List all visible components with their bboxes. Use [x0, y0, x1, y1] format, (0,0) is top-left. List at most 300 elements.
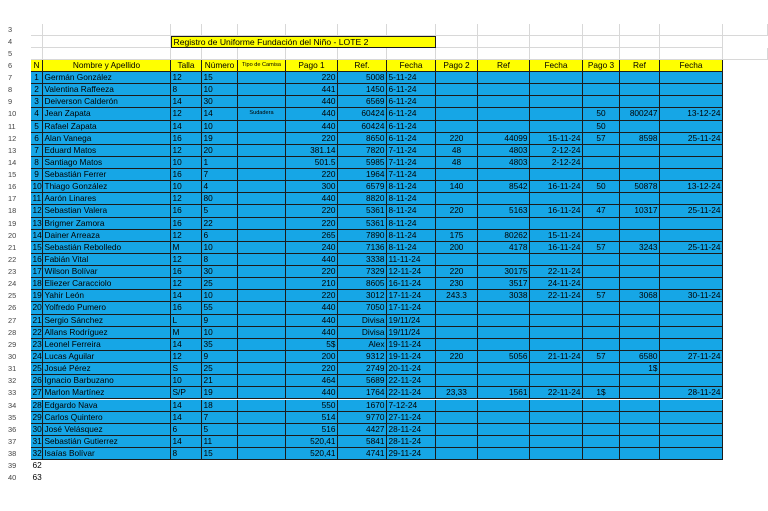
- table-cell[interactable]: 19: [202, 387, 238, 399]
- row-number[interactable]: 33: [8, 388, 17, 398]
- table-cell[interactable]: [478, 327, 530, 339]
- table-cell[interactable]: 10: [171, 157, 202, 169]
- row-number[interactable]: 34: [8, 400, 17, 410]
- grid-cell[interactable]: [620, 48, 660, 60]
- table-cell[interactable]: [436, 169, 478, 181]
- table-cell[interactable]: 464: [286, 375, 338, 387]
- table-cell[interactable]: 14: [171, 436, 202, 448]
- table-cell[interactable]: [583, 145, 620, 157]
- table-cell[interactable]: 5985: [338, 157, 387, 169]
- grid-cell[interactable]: [620, 24, 660, 36]
- table-cell[interactable]: 10: [202, 121, 238, 133]
- table-cell[interactable]: 1: [202, 157, 238, 169]
- table-cell[interactable]: [660, 302, 723, 314]
- table-cell[interactable]: 30-11-24: [660, 290, 723, 302]
- table-cell[interactable]: [583, 96, 620, 108]
- row-number[interactable]: 35: [8, 412, 17, 422]
- table-cell[interactable]: 21: [202, 375, 238, 387]
- table-cell[interactable]: 440: [286, 302, 338, 314]
- table-cell[interactable]: [620, 278, 660, 290]
- table-cell[interactable]: [238, 375, 286, 387]
- table-cell[interactable]: [620, 266, 660, 278]
- table-cell[interactable]: [583, 412, 620, 424]
- table-cell[interactable]: 12: [31, 205, 43, 217]
- table-cell[interactable]: 7-11-24: [387, 145, 436, 157]
- row-number[interactable]: 24: [8, 279, 17, 289]
- table-cell[interactable]: [620, 448, 660, 460]
- table-cell[interactable]: 13-12-24: [660, 181, 723, 193]
- row-number[interactable]: 6: [8, 60, 13, 70]
- table-cell[interactable]: [238, 339, 286, 351]
- table-cell[interactable]: [436, 327, 478, 339]
- table-cell[interactable]: Isaías Bolívar: [43, 448, 171, 460]
- table-cell[interactable]: [660, 84, 723, 96]
- table-cell[interactable]: 7050: [338, 302, 387, 314]
- table-cell[interactable]: 8605: [338, 278, 387, 290]
- table-cell[interactable]: Sebastián Ferrer: [43, 169, 171, 181]
- table-cell[interactable]: [238, 193, 286, 205]
- table-cell[interactable]: 9312: [338, 351, 387, 363]
- table-cell[interactable]: 220: [436, 266, 478, 278]
- table-cell[interactable]: [660, 96, 723, 108]
- table-cell[interactable]: Jean Zapata: [43, 108, 171, 120]
- table-cell[interactable]: [583, 327, 620, 339]
- table-cell[interactable]: Sudadera: [238, 108, 286, 120]
- table-cell[interactable]: [530, 448, 583, 460]
- table-cell[interactable]: 220: [286, 363, 338, 375]
- table-cell[interactable]: Divisa: [338, 315, 387, 327]
- grid-cell[interactable]: [660, 24, 723, 36]
- grid-cell[interactable]: [723, 24, 768, 36]
- table-cell[interactable]: [238, 351, 286, 363]
- table-cell[interactable]: [583, 157, 620, 169]
- table-cell[interactable]: Santiago Matos: [43, 157, 171, 169]
- table-cell[interactable]: 14: [171, 121, 202, 133]
- table-cell[interactable]: [478, 302, 530, 314]
- grid-cell[interactable]: [286, 48, 338, 60]
- table-cell[interactable]: 243.3: [436, 290, 478, 302]
- row-number[interactable]: 4: [8, 36, 13, 46]
- table-cell[interactable]: [583, 218, 620, 230]
- table-cell[interactable]: 220: [286, 205, 338, 217]
- table-cell[interactable]: 27-11-24: [660, 351, 723, 363]
- grid-cell[interactable]: [436, 36, 478, 48]
- table-cell[interactable]: 17-11-24: [387, 290, 436, 302]
- table-cell[interactable]: [478, 436, 530, 448]
- table-cell[interactable]: 11: [31, 193, 43, 205]
- table-cell[interactable]: [478, 315, 530, 327]
- table-cell[interactable]: 50: [583, 108, 620, 120]
- table-cell[interactable]: 22-11-24: [530, 387, 583, 399]
- table-cell[interactable]: [478, 121, 530, 133]
- table-cell[interactable]: [530, 400, 583, 412]
- table-cell[interactable]: 16: [171, 218, 202, 230]
- table-cell[interactable]: [238, 327, 286, 339]
- table-cell[interactable]: 6580: [620, 351, 660, 363]
- table-cell[interactable]: 15: [202, 448, 238, 460]
- table-cell[interactable]: 28: [31, 400, 43, 412]
- table-cell[interactable]: 5: [202, 424, 238, 436]
- column-header[interactable]: Pago 2: [436, 60, 478, 72]
- table-cell[interactable]: 6-11-24: [387, 108, 436, 120]
- table-cell[interactable]: [478, 72, 530, 84]
- table-cell[interactable]: [620, 412, 660, 424]
- table-cell[interactable]: Sebastián Gutierrez: [43, 436, 171, 448]
- table-cell[interactable]: Marlon Martínez: [43, 387, 171, 399]
- row-number[interactable]: 39: [8, 461, 17, 471]
- table-cell[interactable]: [238, 169, 286, 181]
- table-cell[interactable]: 16-11-24: [387, 278, 436, 290]
- table-cell[interactable]: 4: [202, 181, 238, 193]
- table-cell[interactable]: [620, 254, 660, 266]
- table-cell[interactable]: [238, 315, 286, 327]
- row-number[interactable]: 16: [8, 182, 17, 192]
- table-cell[interactable]: 57: [583, 133, 620, 145]
- table-cell[interactable]: 28-11-24: [660, 387, 723, 399]
- table-cell[interactable]: [436, 302, 478, 314]
- table-cell[interactable]: [238, 448, 286, 460]
- table-cell[interactable]: 25: [202, 363, 238, 375]
- table-cell[interactable]: 175: [436, 230, 478, 242]
- table-cell[interactable]: 7329: [338, 266, 387, 278]
- table-cell[interactable]: [660, 412, 723, 424]
- table-cell[interactable]: [530, 436, 583, 448]
- table-cell[interactable]: Yahir León: [43, 290, 171, 302]
- table-cell[interactable]: 11: [202, 436, 238, 448]
- table-cell[interactable]: 57: [583, 290, 620, 302]
- grid-cell[interactable]: [436, 48, 478, 60]
- table-cell[interactable]: 7: [31, 145, 43, 157]
- table-cell[interactable]: 12: [171, 351, 202, 363]
- table-cell[interactable]: Eliezer Caracciolo: [43, 278, 171, 290]
- table-cell[interactable]: [583, 436, 620, 448]
- table-cell[interactable]: [620, 436, 660, 448]
- row-number[interactable]: 19: [8, 218, 17, 228]
- table-cell[interactable]: 2749: [338, 363, 387, 375]
- table-cell[interactable]: Sebastián Rebolledo: [43, 242, 171, 254]
- table-cell[interactable]: [660, 278, 723, 290]
- table-cell[interactable]: 57: [583, 242, 620, 254]
- table-cell[interactable]: 7-12-24: [387, 400, 436, 412]
- table-cell[interactable]: 16: [171, 302, 202, 314]
- table-cell[interactable]: 29: [31, 412, 43, 424]
- row-number[interactable]: 28: [8, 327, 17, 337]
- table-cell[interactable]: 16: [171, 266, 202, 278]
- grid-cell[interactable]: [530, 24, 583, 36]
- table-cell[interactable]: 520,41: [286, 436, 338, 448]
- table-cell[interactable]: [530, 96, 583, 108]
- grid-cell[interactable]: [43, 36, 171, 48]
- table-cell[interactable]: 3: [31, 96, 43, 108]
- table-cell[interactable]: 7-11-24: [387, 169, 436, 181]
- table-cell[interactable]: [436, 448, 478, 460]
- table-cell[interactable]: 1450: [338, 84, 387, 96]
- table-cell[interactable]: 7890: [338, 230, 387, 242]
- table-cell[interactable]: 31: [31, 436, 43, 448]
- table-cell[interactable]: [660, 448, 723, 460]
- table-cell[interactable]: Eduard Matos: [43, 145, 171, 157]
- table-cell[interactable]: [620, 327, 660, 339]
- grid-cell[interactable]: [583, 48, 620, 60]
- row-number[interactable]: 14: [8, 157, 17, 167]
- table-cell[interactable]: 1964: [338, 169, 387, 181]
- table-cell[interactable]: [478, 448, 530, 460]
- table-cell[interactable]: 16-11-24: [530, 242, 583, 254]
- table-cell[interactable]: 2: [31, 84, 43, 96]
- table-cell[interactable]: [238, 424, 286, 436]
- table-cell[interactable]: Sebastian Valera: [43, 205, 171, 217]
- table-cell[interactable]: 4: [31, 108, 43, 120]
- table-cell[interactable]: 1$: [620, 363, 660, 375]
- row-number[interactable]: 27: [8, 315, 17, 325]
- table-cell[interactable]: 47: [583, 205, 620, 217]
- table-cell[interactable]: 8: [202, 254, 238, 266]
- table-cell[interactable]: 5361: [338, 205, 387, 217]
- grid-cell[interactable]: [286, 24, 338, 36]
- table-cell[interactable]: 16-11-24: [530, 181, 583, 193]
- grid-cell[interactable]: [583, 24, 620, 36]
- table-cell[interactable]: 15: [31, 242, 43, 254]
- table-cell[interactable]: 5163: [478, 205, 530, 217]
- row-number[interactable]: 32: [8, 376, 17, 386]
- table-cell[interactable]: 16-11-24: [530, 205, 583, 217]
- table-cell[interactable]: [583, 169, 620, 181]
- table-cell[interactable]: 5: [31, 121, 43, 133]
- table-cell[interactable]: [238, 436, 286, 448]
- table-cell[interactable]: [478, 218, 530, 230]
- table-cell[interactable]: 4427: [338, 424, 387, 436]
- table-cell[interactable]: 12-11-24: [387, 266, 436, 278]
- grid-cell[interactable]: [171, 48, 202, 60]
- table-cell[interactable]: 440: [286, 108, 338, 120]
- grid-cell[interactable]: [478, 48, 530, 60]
- table-cell[interactable]: [530, 72, 583, 84]
- table-cell[interactable]: 1561: [478, 387, 530, 399]
- table-cell[interactable]: 440: [286, 254, 338, 266]
- table-cell[interactable]: 550: [286, 400, 338, 412]
- table-cell[interactable]: [583, 72, 620, 84]
- table-cell[interactable]: 12: [171, 145, 202, 157]
- table-cell[interactable]: [478, 424, 530, 436]
- table-cell[interactable]: 220: [286, 218, 338, 230]
- grid-cell[interactable]: [338, 24, 387, 36]
- table-cell[interactable]: [620, 121, 660, 133]
- table-cell[interactable]: [530, 327, 583, 339]
- table-cell[interactable]: 8: [171, 448, 202, 460]
- table-cell[interactable]: [436, 436, 478, 448]
- column-header[interactable]: Talla: [171, 60, 202, 72]
- table-cell[interactable]: [478, 363, 530, 375]
- table-cell[interactable]: 19-11-24: [387, 339, 436, 351]
- table-cell[interactable]: [238, 72, 286, 84]
- grid-cell[interactable]: [43, 48, 171, 60]
- table-cell[interactable]: 15: [202, 72, 238, 84]
- table-cell[interactable]: [620, 145, 660, 157]
- grid-cell[interactable]: [620, 36, 660, 48]
- table-cell[interactable]: Brigmer Zamora: [43, 218, 171, 230]
- table-cell[interactable]: 12: [171, 72, 202, 84]
- grid-cell[interactable]: [171, 24, 202, 36]
- table-cell[interactable]: [238, 412, 286, 424]
- table-cell[interactable]: 24: [31, 351, 43, 363]
- table-cell[interactable]: 8-11-24: [387, 181, 436, 193]
- table-cell[interactable]: [478, 375, 530, 387]
- table-cell[interactable]: [660, 424, 723, 436]
- table-cell[interactable]: 19: [31, 290, 43, 302]
- table-cell[interactable]: [620, 157, 660, 169]
- table-cell[interactable]: Valentina Raffeeza: [43, 84, 171, 96]
- table-cell[interactable]: 1: [31, 72, 43, 84]
- table-cell[interactable]: 30: [202, 266, 238, 278]
- row-number[interactable]: 23: [8, 267, 17, 277]
- table-cell[interactable]: 19: [202, 133, 238, 145]
- table-cell[interactable]: [436, 84, 478, 96]
- row-number[interactable]: 30: [8, 352, 17, 361]
- table-cell[interactable]: [583, 424, 620, 436]
- table-cell[interactable]: 19-11-24: [387, 351, 436, 363]
- table-cell[interactable]: 800247: [620, 108, 660, 120]
- table-cell[interactable]: Deiverson Calderón: [43, 96, 171, 108]
- table-cell[interactable]: 501.5: [286, 157, 338, 169]
- table-cell[interactable]: 14: [171, 412, 202, 424]
- table-cell[interactable]: 55: [202, 302, 238, 314]
- table-cell[interactable]: [583, 84, 620, 96]
- table-cell[interactable]: [620, 84, 660, 96]
- table-cell[interactable]: 2-12-24: [530, 157, 583, 169]
- table-cell[interactable]: Lucas Aguilar: [43, 351, 171, 363]
- table-cell[interactable]: 200: [436, 242, 478, 254]
- table-cell[interactable]: 7136: [338, 242, 387, 254]
- row-number[interactable]: 18: [8, 206, 17, 216]
- table-cell[interactable]: 9: [202, 315, 238, 327]
- table-cell[interactable]: [620, 96, 660, 108]
- table-cell[interactable]: [620, 169, 660, 181]
- column-header[interactable]: Ref.: [338, 60, 387, 72]
- table-cell[interactable]: 516: [286, 424, 338, 436]
- table-cell[interactable]: [478, 254, 530, 266]
- table-cell[interactable]: 1764: [338, 387, 387, 399]
- table-cell[interactable]: [660, 169, 723, 181]
- table-cell[interactable]: [436, 363, 478, 375]
- table-cell[interactable]: 60424: [338, 108, 387, 120]
- row-number[interactable]: 26: [8, 303, 17, 313]
- table-cell[interactable]: 15-11-24: [530, 230, 583, 242]
- row-number[interactable]: 25: [8, 291, 17, 301]
- table-cell[interactable]: 30: [31, 424, 43, 436]
- table-cell[interactable]: 10: [202, 327, 238, 339]
- table-cell[interactable]: 50: [583, 181, 620, 193]
- table-cell[interactable]: 6-11-24: [387, 121, 436, 133]
- table-cell[interactable]: 22: [202, 218, 238, 230]
- table-cell[interactable]: Germán González: [43, 72, 171, 84]
- table-cell[interactable]: 48: [436, 157, 478, 169]
- table-cell[interactable]: Allans Rodríguez: [43, 327, 171, 339]
- table-cell[interactable]: [583, 230, 620, 242]
- table-cell[interactable]: 27: [31, 387, 43, 399]
- table-cell[interactable]: 30: [202, 96, 238, 108]
- table-cell[interactable]: 5056: [478, 351, 530, 363]
- table-cell[interactable]: 6579: [338, 181, 387, 193]
- table-cell[interactable]: [238, 387, 286, 399]
- sheet-title[interactable]: Registro de Uniforme Fundación del Niño - LOTE 2: [171, 36, 436, 48]
- table-cell[interactable]: [583, 193, 620, 205]
- table-cell[interactable]: [238, 205, 286, 217]
- table-cell[interactable]: [583, 448, 620, 460]
- table-cell[interactable]: 11-11-24: [387, 254, 436, 266]
- table-cell[interactable]: [238, 242, 286, 254]
- table-cell[interactable]: 16: [171, 205, 202, 217]
- column-header[interactable]: N: [31, 60, 43, 72]
- table-cell[interactable]: [620, 375, 660, 387]
- table-cell[interactable]: [238, 121, 286, 133]
- grid-cell[interactable]: [723, 48, 768, 60]
- table-cell[interactable]: [238, 278, 286, 290]
- grid-cell[interactable]: [660, 48, 723, 60]
- table-cell[interactable]: 5689: [338, 375, 387, 387]
- table-cell[interactable]: [620, 315, 660, 327]
- table-cell[interactable]: [620, 218, 660, 230]
- table-cell[interactable]: 5$: [286, 339, 338, 351]
- table-cell[interactable]: 7820: [338, 145, 387, 157]
- row-number[interactable]: 17: [8, 194, 17, 204]
- table-cell[interactable]: 6569: [338, 96, 387, 108]
- column-header[interactable]: Ref: [478, 60, 530, 72]
- table-cell[interactable]: 6-11-24: [387, 96, 436, 108]
- row-number[interactable]: 5: [8, 48, 13, 58]
- table-cell[interactable]: 7: [202, 412, 238, 424]
- table-cell[interactable]: 1670: [338, 400, 387, 412]
- table-cell[interactable]: 24-11-24: [530, 278, 583, 290]
- table-cell[interactable]: [620, 193, 660, 205]
- table-cell[interactable]: [436, 424, 478, 436]
- table-cell[interactable]: 220: [436, 133, 478, 145]
- table-cell[interactable]: Edgardo Nava: [43, 400, 171, 412]
- row-number[interactable]: 13: [8, 145, 17, 155]
- table-cell[interactable]: 18: [202, 400, 238, 412]
- table-cell[interactable]: 21: [31, 315, 43, 327]
- table-cell[interactable]: [583, 315, 620, 327]
- grid-cell[interactable]: [31, 48, 43, 60]
- table-cell[interactable]: [436, 339, 478, 351]
- table-cell[interactable]: Thiago González: [43, 181, 171, 193]
- table-cell[interactable]: 14: [202, 108, 238, 120]
- table-cell[interactable]: 440: [286, 193, 338, 205]
- table-cell[interactable]: 14: [31, 230, 43, 242]
- table-cell[interactable]: 22-11-24: [387, 387, 436, 399]
- table-cell[interactable]: 80: [202, 193, 238, 205]
- table-cell[interactable]: [583, 254, 620, 266]
- table-cell[interactable]: 10: [202, 84, 238, 96]
- grid-cell[interactable]: [43, 24, 171, 36]
- table-cell[interactable]: 8-11-24: [387, 242, 436, 254]
- row-number[interactable]: 22: [8, 254, 17, 264]
- table-cell[interactable]: [238, 400, 286, 412]
- table-cell[interactable]: 28-11-24: [387, 436, 436, 448]
- table-cell[interactable]: 10: [202, 242, 238, 254]
- table-cell[interactable]: Divisa: [338, 327, 387, 339]
- table-cell[interactable]: [660, 266, 723, 278]
- table-cell[interactable]: 5841: [338, 436, 387, 448]
- table-cell[interactable]: [620, 339, 660, 351]
- table-cell[interactable]: 440: [286, 121, 338, 133]
- row-number[interactable]: 21: [8, 242, 17, 252]
- table-cell[interactable]: 14: [171, 96, 202, 108]
- table-cell[interactable]: 3012: [338, 290, 387, 302]
- row-number[interactable]: 20: [8, 230, 17, 240]
- table-cell[interactable]: 10: [31, 181, 43, 193]
- table-cell[interactable]: 19/11/24: [387, 315, 436, 327]
- table-cell[interactable]: 50878: [620, 181, 660, 193]
